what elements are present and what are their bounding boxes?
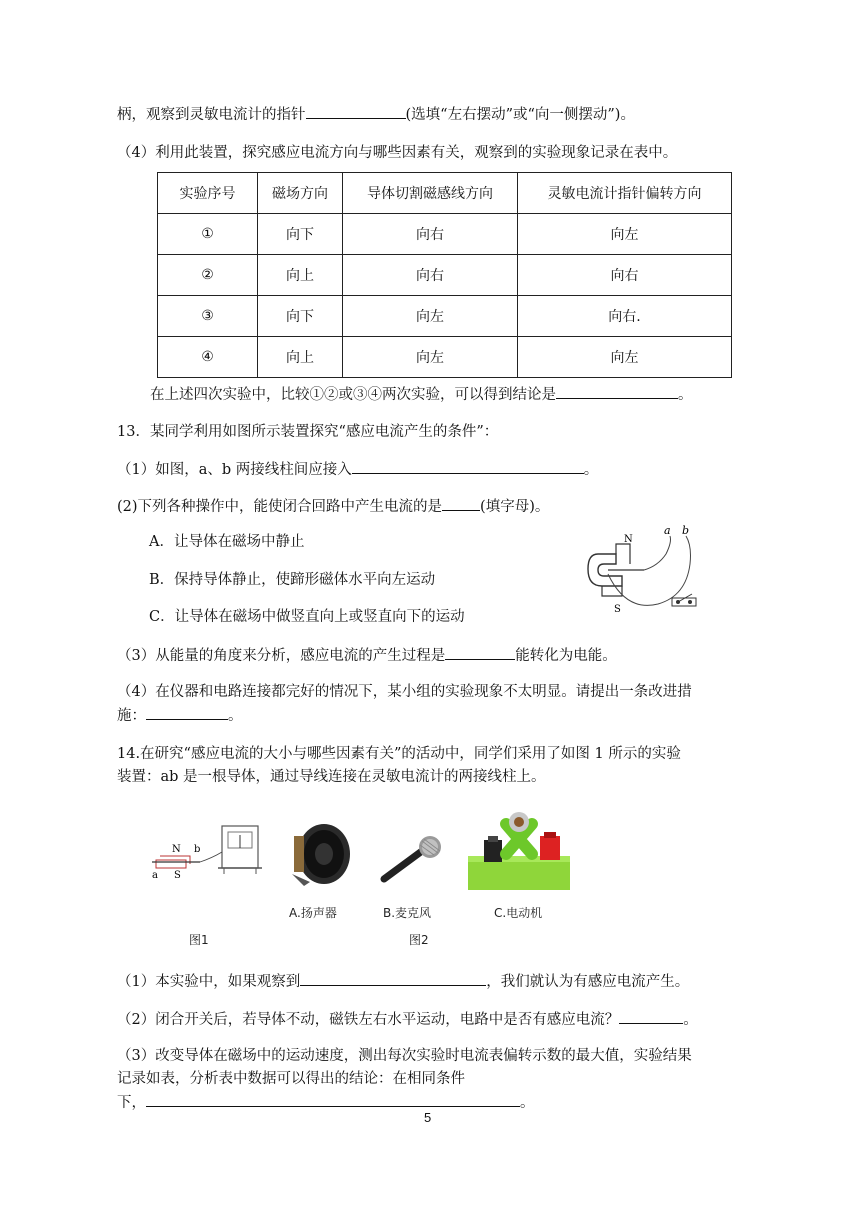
question-text: （1）如图，a、b 两接线柱间应接入	[117, 462, 352, 478]
subquestion-14-1	[117, 971, 689, 992]
caption-speaker: A.扬声器	[289, 906, 337, 920]
fig1-label-b: b	[194, 844, 201, 855]
question-text: 在上述四次实验中，比较①②或③④两次实验，可以得到结论是	[150, 387, 556, 403]
question-text: （3）从能量的角度来分析，感应电流的产生过程是	[117, 648, 446, 664]
question-text: 下，	[117, 1095, 146, 1111]
experiment-table	[157, 172, 732, 378]
table-header: 灵敏电流计指针偏转方向	[518, 173, 732, 214]
figure-2-label: 图2	[409, 933, 429, 947]
table-cell: 向右	[518, 255, 732, 296]
table-cell: 向左	[343, 296, 518, 337]
question-text: 。	[583, 462, 599, 478]
table-cell: 向上	[258, 255, 343, 296]
electric-motor-image	[466, 806, 572, 892]
answer-blank[interactable]	[306, 104, 406, 119]
table-row	[158, 214, 732, 255]
table-header: 实验序号	[158, 173, 258, 214]
answer-blank[interactable]	[556, 384, 678, 399]
speaker-image	[290, 822, 352, 888]
table-header: 导体切割磁感线方向	[343, 173, 518, 214]
question-text: 。	[228, 708, 243, 724]
question-14-title-cont: 装置：ab 是一根导体，通过导线连接在灵敏电流计的两接线柱上。	[117, 769, 546, 785]
table-cell: 向下	[258, 296, 343, 337]
question-text: 能转化为电能。	[515, 648, 617, 664]
table-row	[158, 255, 732, 296]
table-cell: ③	[158, 296, 258, 337]
table-cell: 向右.	[518, 296, 732, 337]
table-header: 磁场方向	[258, 173, 343, 214]
table-cell: 向左	[343, 337, 518, 378]
question-text: 。	[520, 1095, 535, 1111]
subquestion-13-4-cont	[117, 705, 243, 726]
pole-n-label: N	[624, 534, 633, 545]
subquestion-4: （4）利用此装置，探究感应电流方向与哪些因素有关，观察到的实验现象记录在表中。	[117, 145, 678, 161]
table-cell: 向右	[343, 255, 518, 296]
table-row	[158, 296, 732, 337]
option-b: B．保持导体静止，使蹄形磁体水平向左运动	[149, 572, 436, 588]
table-header-row	[158, 173, 732, 214]
answer-blank[interactable]	[442, 496, 480, 511]
fig1-label-a: a	[152, 870, 158, 881]
table-cell: 向下	[258, 214, 343, 255]
question-14-title: 14.在研究“感应电流的大小与哪些因素有关”的活动中，同学们采用了如图 1 所示的实验	[117, 746, 681, 762]
table-cell: ④	[158, 337, 258, 378]
subquestion-14-2	[117, 1009, 698, 1030]
question-text: （1）本实验中，如果观察到	[117, 974, 301, 990]
answer-blank[interactable]	[352, 459, 584, 474]
fig1-pole-n: N	[172, 844, 181, 855]
terminal-b-label: b	[682, 524, 690, 537]
question-text: （2）闭合开关后，若导体不动，磁铁左右水平运动，电路中是否有感应电流？	[117, 1012, 620, 1028]
table-cell: ②	[158, 255, 258, 296]
induction-apparatus-figure	[586, 524, 716, 624]
question-text: 。	[683, 1012, 698, 1028]
answer-line	[117, 104, 635, 125]
subquestion-14-3-cont2	[117, 1092, 535, 1113]
page-number: 5	[424, 1110, 432, 1125]
fig1-pole-s: S	[174, 870, 181, 881]
table-cell: 向左	[518, 214, 732, 255]
answer-blank[interactable]	[146, 1092, 520, 1107]
table-row	[158, 337, 732, 378]
figure-1-label: 图1	[189, 933, 209, 947]
caption-microphone: B.麦克风	[383, 906, 432, 920]
subquestion-14-3-cont: 记录如表，分析表中数据可以得出的结论：在相同条件	[117, 1071, 465, 1087]
conclusion-line	[150, 384, 693, 405]
subquestion-13-4: （4）在仪器和电路连接都完好的情况下，某小组的实验现象不太明显。请提出一条改进措	[117, 684, 692, 700]
option-c: C．让导体在磁场中做竖直向上或竖直向下的运动	[149, 609, 465, 625]
option-a: A．让导体在磁场中静止	[149, 534, 305, 550]
subquestion-14-3: （3）改变导体在磁场中的运动速度，测出每次实验时电流表偏转示数的最大值，实验结果	[117, 1048, 692, 1064]
table-cell: ①	[158, 214, 258, 255]
subquestion-13-3	[117, 645, 617, 666]
answer-blank[interactable]	[146, 705, 228, 720]
question-text: ，我们就认为有感应电流产生。	[486, 974, 690, 990]
terminal-a-label: a	[664, 524, 671, 537]
question-text: 。	[678, 387, 693, 403]
question-text: 施：	[117, 708, 146, 724]
fig1-apparatus	[140, 822, 270, 882]
table-cell: 向上	[258, 337, 343, 378]
table-cell: 向右	[343, 214, 518, 255]
question-text: 柄，观察到灵敏电流计的指针	[117, 107, 306, 123]
question-text: (2)下列各种操作中，能使闭合回路中产生电流的是	[117, 499, 443, 515]
table-cell: 向左	[518, 337, 732, 378]
caption-motor: C.电动机	[494, 906, 543, 920]
question-13-title: 13．某同学利用如图所示装置探究“感应电流产生的条件”：	[117, 424, 499, 440]
pole-s-label: S	[614, 604, 621, 615]
subquestion-13-1	[117, 459, 598, 480]
answer-blank[interactable]	[445, 645, 515, 660]
subquestion-13-2	[117, 496, 549, 517]
answer-blank[interactable]	[619, 1009, 683, 1024]
question-text: (填字母)。	[480, 499, 550, 515]
microphone-image	[378, 835, 448, 885]
answer-blank[interactable]	[300, 971, 486, 986]
question-text: (选填“左右摆动”或“向一侧摆动”)。	[405, 107, 635, 123]
